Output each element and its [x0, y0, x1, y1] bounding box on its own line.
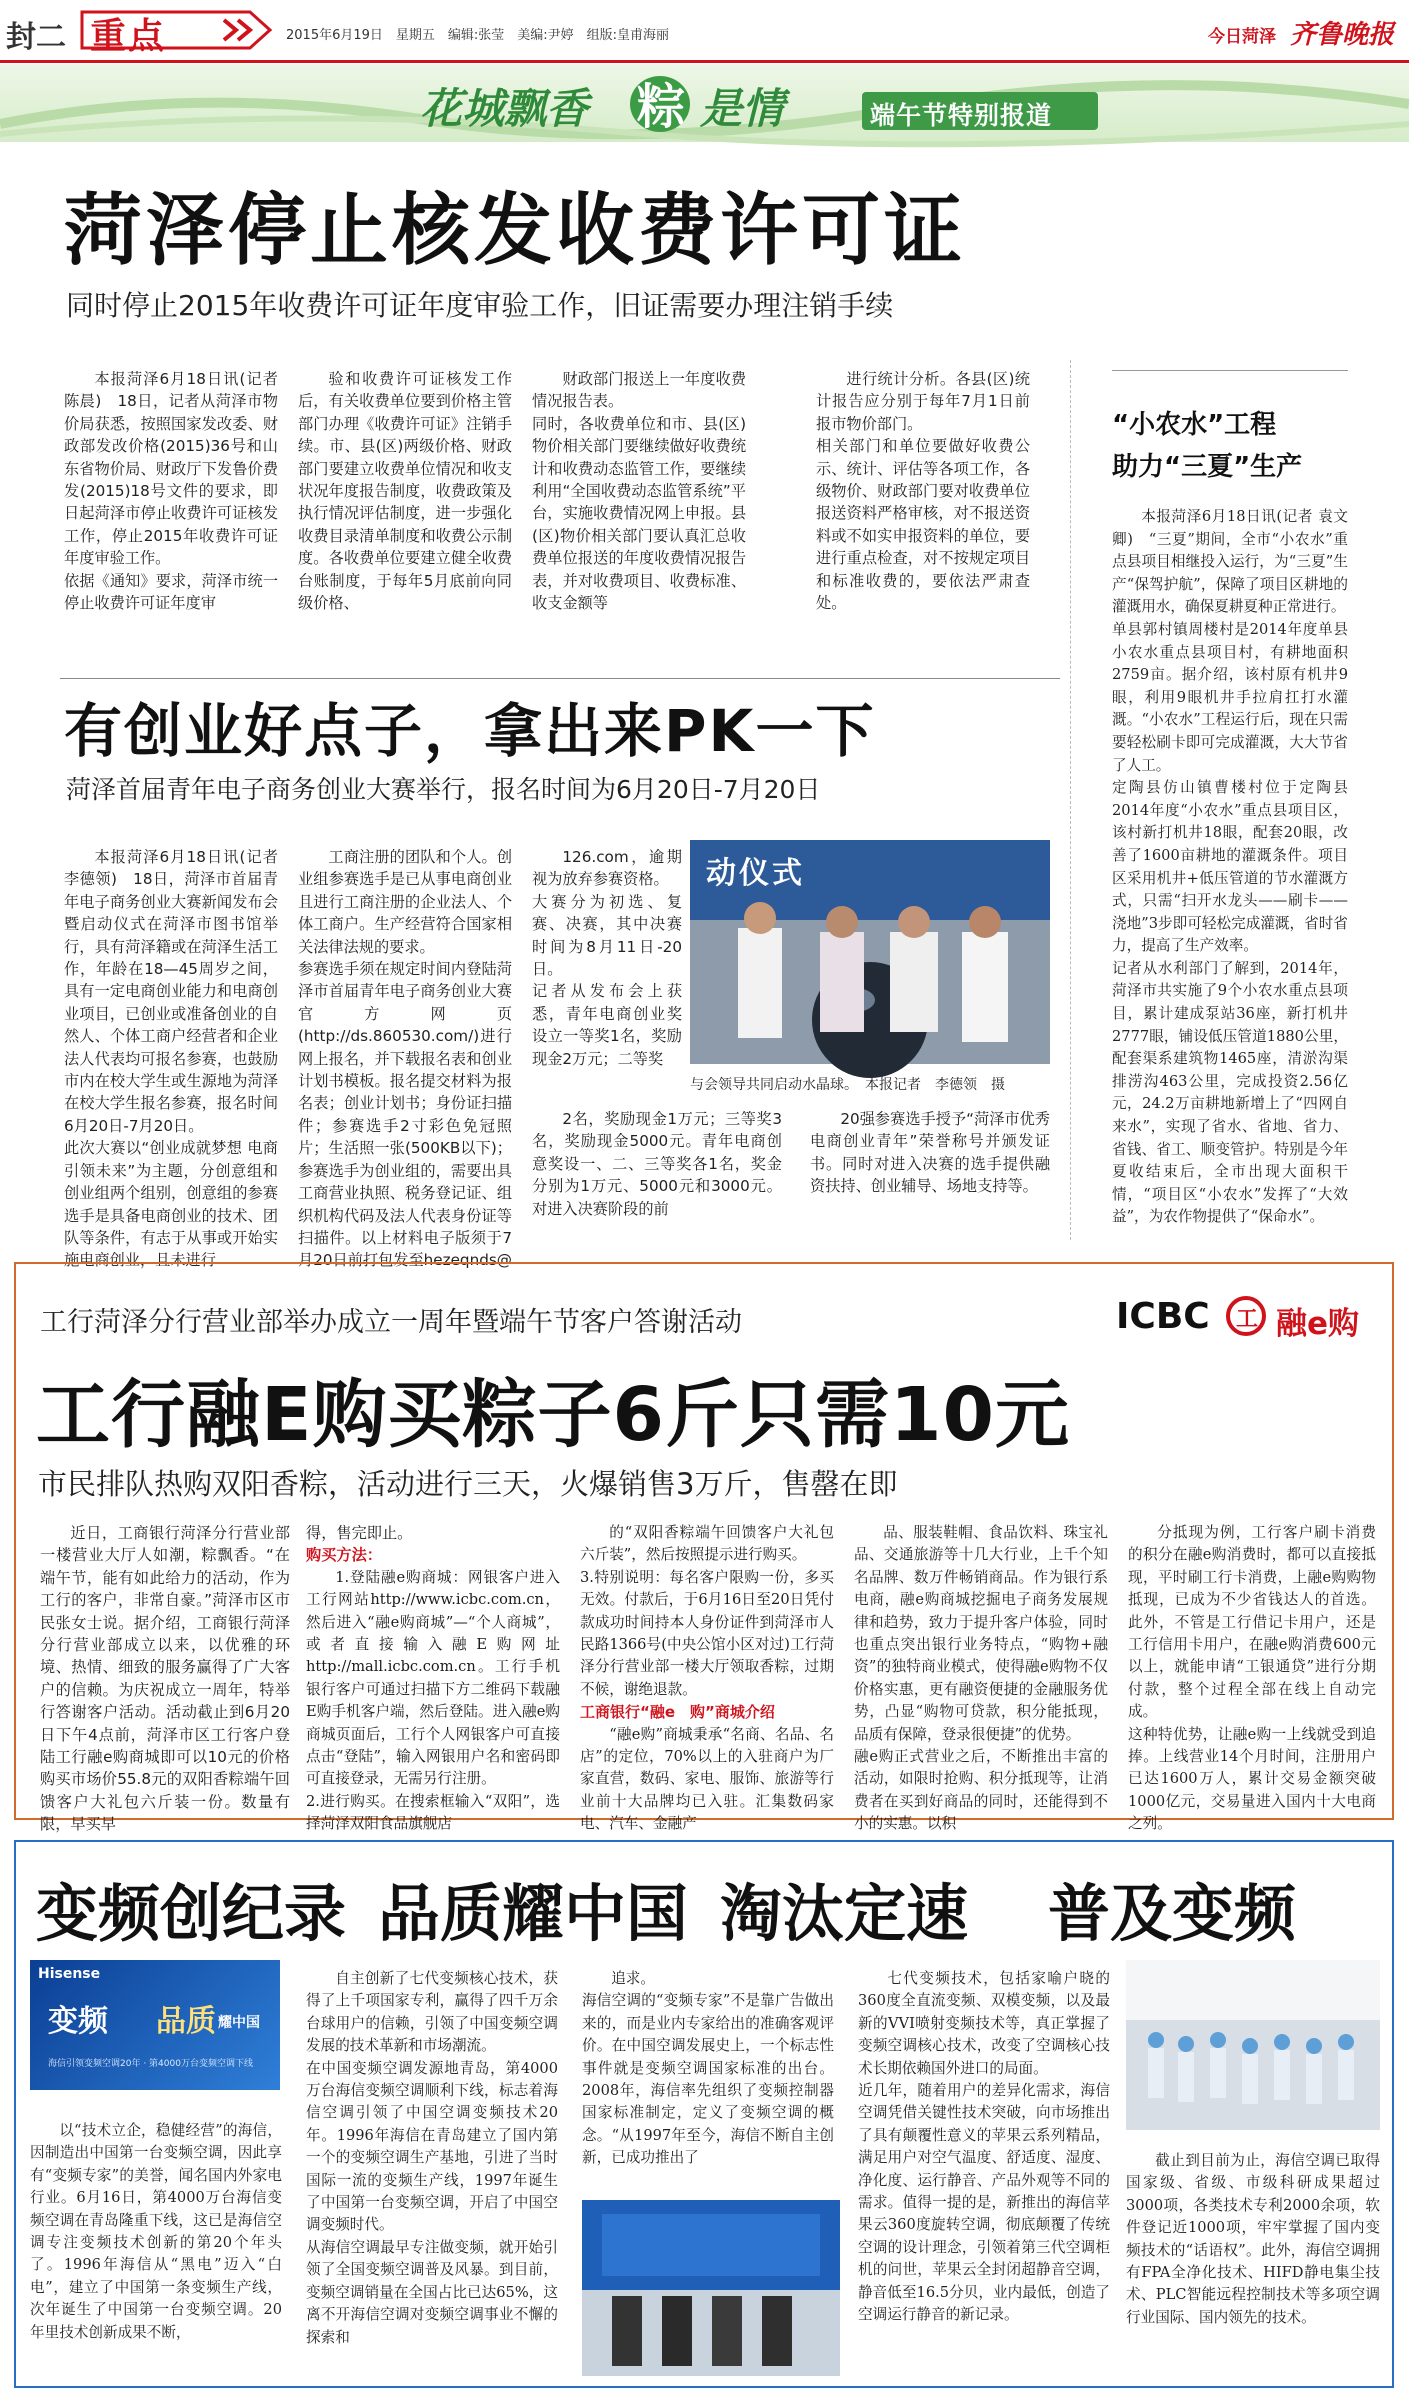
article2-col4b: 20强参赛选手授予“菏泽市优秀电商创业青年”荣誉称号并颁发证书。同时对进入决赛的选手提供融资扶持、创业辅导、场地支持等。	[810, 1110, 1050, 1196]
article2-col3b: 2名，奖励现金1万元；三等奖3名，奖励现金5000元。青年电商创意奖设一、二、三等奖各1名，奖金分别为1万元、5000元和3000元。对进入决赛阶段的前	[532, 1110, 782, 1218]
hisense-col2: 自主创新了七代变频核心技术，获得了上千项国家专利，赢得了四千万余台球用户的信赖，引领了中国变频空调发展的技术革新和市场潮流。 在中国变频空调发源地青岛，第4000万台海信变频空调顺利下线，标志着海信空调引领了中国空调变频技术20年。1996年海信在青岛建立了国内第一个的变频空调生产基地，引进了当时国际一流的变频生产线，1997年诞生了中国第一台变频空调，开启了中国空调变频时代。 从海信空调最早专注做变频，就开始引领了全国变频空调普及风暴。到目前，变频空调销量在全国占比已达65%，这离不开海信空调对变频空调事业不懈的探索和	[306, 1970, 558, 2346]
sidebar-top-rule	[1112, 370, 1348, 371]
article1-headline: 菏泽停止核发收费许可证	[64, 186, 967, 276]
hisense-poster-b: 品质	[156, 2004, 216, 2039]
masthead-brand: 齐鲁晚报	[1290, 20, 1395, 50]
article-divider	[60, 678, 1060, 679]
hisense-col5: 截止到目前为止，海信空调已取得国家级、省级、市级科研成果超过3000项，各类技术专利2000余项，软件登记近1000项，牢牢掌握了国内变频技术的“话语权”。此外，海信空调拥有FPA全净化技术、HIFD静电集尘技术、PLC智能远程控制技术等多项空调行业国际、国内领先的技术。	[1126, 2152, 1380, 2326]
sidebar-headline-1: “小农水”工程	[1112, 410, 1277, 440]
icbc-col1: 近日，工商银行菏泽分行营业部一楼营业大厅人如潮，粽飘香。“在端午节，能有如此给力的活动，作为工行的客户，非常自豪。”菏泽市区市民张女士说。据介绍，工商银行菏泽分行营业部成立以来，以优雅的环境、热情、细致的服务赢得了广大客户的信赖。为庆祝成立一周年，特举行答谢客户活动。活动截止到6月20日下午4点前，菏泽市区工行客户登陆工行融e购商城即可以10元的价格购买市场价55.8元的双阳香粽端午回馈客户大礼包六斤装一份。数量有限，早买早	[40, 1524, 290, 1834]
ceremony-photo	[690, 840, 1050, 1064]
article1-col2: 验和收费许可证核发工作后，有关收费单位要到价格主管部门办理《收费许可证》注销手续。市、县(区)两级价格、财政部门要建立收费单位情况和收支状况年度报告制度，收费政策及执行情况评估制度，进一步强化收费目录清单制度和收费公示制度。各收费单位要建立健全收费台账制度，于每年5月底前向同级价格、	[298, 370, 512, 613]
festival-banner	[0, 64, 1409, 142]
hisense-event-photo	[582, 2200, 840, 2376]
icbc-col2	[306, 1522, 560, 1833]
hisense-headline	[36, 1864, 1376, 1950]
hisense-poster-a: 变频	[48, 2004, 108, 2039]
hisense-event-photo-scene	[582, 2200, 840, 2376]
icbc-col4: 品、服装鞋帽、食品饮料、珠宝礼品、交通旅游等十几大行业，上千个知名品牌、数万件畅销商品。作为银行系电商，融e购商城挖掘电子商务发展规律和趋势，致力于提升客户体验，同时也重点突出银行业务特点，“购物+融资”的独特商业模式，使得融e购物不仅价格实惠，更有融资便捷的金融服务优势，凸显“购物可贷款，积分能抵现，品质有保障，登录很便捷”的优势。 融e购正式营业之后，不断推出丰富的活动，如限时抢购、积分抵现等，让消费者在买到好商品的同时，还能得到不小的实惠。以积	[854, 1524, 1108, 1833]
icbc-col3-body-b: “融e购”商城秉承“名商、名品、名店”的定位，70%以上的入驻商户为厂家直营，数码、家电、服饰、旅游等行业前十大品牌均已入驻。汇集数码家电、汽车、金融产	[580, 1725, 834, 1833]
hisense-col4: 七代变频技术，包括家喻户晓的360度全直流变频、双模变频，以及最新的VVI喷射变频技术等，真正掌握了变频空调核心技术，改变了空调核心技术长期依赖国外进口的局面。 近几年，随着用户的差异化需求，海信空调凭借关键性技术突破，向市场推出了具有颠覆性意义的苹果云系列精品，满足用户对空气温度、舒适度、湿度、净化度、运行静音、产品外观等不同的需求。值得一提的是，新推出的海信苹果云360度旋转空调，彻底颠覆了传统空调的设计理念，引领着第三代空调柜机的问世，苹果云全封闭超静音空调，静音低至16.5分贝，业内最低，创造了空调运行静音的新记录。	[858, 1970, 1110, 2324]
sidebar-body: 本报菏泽6月18日讯(记者 袁文卿) “三夏”期间，全市“小农水”重点县项目相继投入运行，为“三夏”生产“保驾护航”，保障了项目区耕地的灌溉用水，确保夏耕夏种正常进行。 单县郭村镇周楼村是2014年度单县小农水重点县项目村，有耕地面积2759亩。据介绍，该村原有机井9眼，利用9眼机井手拉肩扛打水灌溉。“小农水”工程运行后，现在只需要轻松刷卡即可完成灌溉，大大节省了人工。 定陶县仿山镇曹楼村位于定陶县2014年度“小农水”重点县项目区，该村新打机井18眼，配套20眼，改善了1600亩耕地的灌溉条件。项目区采用机井+低压管道的节水灌溉方式，只需“扫开水龙头——刷卡——浇地”3步即可轻松完成灌溉，省时省力，提高了生产效率。 记者从水利部门了解到，2014年，菏泽市共实施了9个小农水重点县项目，累计建成泵站36座，新打机井2777眼，铺设低压管道1880公里，配套渠系建筑物1465座，清淤沟渠排涝沟463公里，完成投资2.56亿元，24.2万亩耕地新增上了“四网自来水”，实现了省水、省地、省力、省钱、省工、顺变管护。特别是今年夏收结束后，全市出现大面积干情，“项目区“小农水”发挥了“大效益”，为农作物提供了“保命水”。	[1112, 508, 1348, 1226]
header-rule	[0, 60, 1409, 63]
hisense-poster-sub: 海信引领变频空调20年 · 第4000万台变频空调下线	[48, 2059, 253, 2069]
icbc-kicker: 工行菏泽分行营业部举办成立一周年暨端午节客户答谢活动	[40, 1307, 742, 1338]
icbc-logo-brand: 融e购	[1276, 1306, 1360, 1342]
section-label: 重点	[90, 16, 167, 57]
hisense-factory-photo	[1126, 1960, 1380, 2130]
article1-col3: 财政部门报送上一年度收费情况报告表。 同时，各收费单位和市、县(区)物价相关部门要继续做好收费统计和收费动态监管工作，要继续利用“全国收费动态监管系统”平台，实施收费情况网上申报。县(区)物价相关部门要认真汇总收费单位报送的年度收费情况报告表，并对收费项目、收费标准、收支金额等	[532, 370, 746, 613]
icbc-col3-body: 的“双阳香粽端午回馈客户大礼包六斤装”，然后按照提示进行购买。 3.特别说明：每名客户限购一份，多买无效。付款后，于6月16日至20日凭付款成功时间持本人身份证件到菏泽市人民路1366号(中央公馆小区对过)工行菏泽分行营业部一楼大厅领取香粽，过期不候，谢绝退款。	[580, 1524, 834, 1698]
hisense-poster-c: 耀中国	[218, 2015, 260, 2031]
hisense-poster-photo	[30, 1960, 280, 2090]
icbc-col2-body: 1.登陆融e购商城：网银客户进入工行网站http://www.icbc.com.cn，然后进入“融e购商城”—“个人商城”，或者直接输入融E购网址http://mall.icbc.com.cn。工行手机银行客户可通过扫描下方二维码下载融E购手机客户端，然后登陆。进入融e购商城页面后，工行个人网银客户可直接点击“登陆”，输入网银用户名和密码即可直接登录，无需另行注册。 2.进行购买。在搜索框输入“双阳”，选择菏泽双阳食品旗舰店	[306, 1568, 560, 1833]
article2-col1: 本报菏泽6月18日讯(记者 李德领) 18日，菏泽市首届青年电子商务创业大赛新闻发布会暨启动仪式在菏泽市图书馆举行，具有菏泽籍或在菏泽生活工作，年龄在18—45周岁之间，具有一定电商创业能力和电商创业项目，已创业或准备创业的自然人、个体工商户经营者和企业法人代表均可报名参赛，也鼓励市内在校大学生或生源地为菏泽在校大学生报名参赛，报名时间6月20日-7月20日。 此次大赛以“创业成就梦想 电商引领未来”为主题，分创意组和创业组两个组别，创意组的参赛选手是具备电商创业的技术、团队等条件，有志于从事或开始实施电商创业，且未进行	[64, 848, 278, 1270]
page-header	[0, 0, 1409, 60]
icbc-logo-text: ICBC	[1116, 1296, 1210, 1337]
section-tab	[74, 6, 274, 57]
article1-col1: 本报菏泽6月18日讯(记者 陈晨) 18日，记者从菏泽市物价局获悉，按照国家发改委、财政部发改价格(2015)36号和山东省物价局、财政厅下发鲁价费发(2015)18号文件的要求，即日起菏泽市停止收费许可证核发工作，停止2015年收费许可证年度审验工作。 依据《通知》要求，菏泽市统一停止收费许可证年度审	[64, 370, 278, 613]
article2-col3: 126.com，逾期视为放弃参赛资格。 大赛分为初选、复赛、决赛，其中决赛时间为8月11日-20日。 记者从发布会上获悉，青年电商创业奖设立一等奖1名，奖励现金2万元；二等奖	[532, 848, 682, 1068]
masthead-small: 今日菏泽	[1208, 27, 1276, 47]
icbc-col3	[580, 1522, 834, 1833]
photo-caption: 与会领导共同启动水晶球。 本报记者 李德领 摄	[690, 1077, 1005, 1093]
hisense-headline-2: 品质耀中国	[378, 1877, 689, 1950]
hisense-col1: 以“技术立企，稳健经营”的海信，因制造出中国第一台变频空调，因此享有“变频专家”的美誉，闻名国内外家电行业。6月16日，第4000万台海信变频空调在青岛隆重下线，这已是海信空调专注变频技术创新的第20个年头了。1996年海信从“黑电”迈入“白电”，建立了中国第一条变频生产线，次年诞生了中国第一台变频空调。20年里技术创新成果不断，	[30, 2122, 282, 2341]
banner-subtitle: 端午节特别报道	[870, 101, 1053, 130]
icbc-col2-lead: 得，售完即止。	[306, 1524, 413, 1542]
icbc-logo-seal-mark: 工	[1236, 1307, 1259, 1332]
icbc-logo-seal	[1226, 1296, 1266, 1336]
hisense-headline-1: 变频创纪录	[36, 1877, 347, 1950]
page-number: 封二	[6, 20, 66, 55]
icbc-col3-heading: 工商银行“融e 购”商城介绍	[580, 1703, 775, 1722]
hisense-factory-photo-scene	[1126, 1960, 1380, 2130]
photo-backdrop-text: 动仪式	[706, 856, 805, 891]
hisense-headline-4: 普及变频	[1048, 1877, 1297, 1950]
sidebar-headline-2: 助力“三夏”生产	[1112, 452, 1303, 482]
icbc-subhead: 市民排队热购双阳香粽，活动进行三天，火爆销售3万斤，售罄在即	[38, 1467, 898, 1501]
hisense-brand: Hisense	[38, 1966, 101, 1982]
banner-title-1: 花城飘香	[420, 84, 589, 133]
icbc-col2-heading: 购买方法：	[306, 1546, 382, 1565]
article2-col2: 工商注册的团队和个人。创业组参赛选手是已从事电商创业且进行工商注册的企业法人、个体工商户。生产经营符合国家相关法律法规的要求。 参赛选手须在规定时间内登陆菏泽市首届青年电子商务创业大赛官方网页(http://ds.860530.com/)进行网上报名，并下载报名表和创业计划书模板。报名提交材料为报名表；创业计划书；身份证扫描件；参赛选手2寸彩色免冠照片；生活照一张(500KB以下)；参赛选手为创业组的，需要出具工商营业执照、税务登记证、组织机构代码及法人代表身份证等扫描件。以上材料电子版须于7月20日前打包发至hezeqnds@	[298, 848, 512, 1270]
icbc-col5: 分抵现为例，工行客户刷卡消费的积分在融e购消费时，都可以直接抵现，平时刷工行卡消费，上融e购购物抵现，已成为不少省钱达人的首选。此外，不管是工行借记卡用户，还是工行信用卡用户，在融e购消费600元以上，就能申请“工银通贷”进行分期付款，整个过程全部在线上自动完成。 这种特优势，让融e购一上线就受到追捧。上线营业14个月时间，注册用户已达1600万人，累计交易金额突破1000亿元，交易量进入国内十大电商之列。	[1128, 1524, 1376, 1833]
article1-col4: 进行统计分析。各县(区)统计报告应分别于每年7月1日前报市物价部门。 相关部门和单位要做好收费公示、统计、评估等各项工作，各级物价、财政部门要对收费单位报送资料严格审核，对不报送资料或不如实申报资料的单位，要进行重点检查，对不按规定项目和标准收费的，要依法严肃查处。	[816, 370, 1030, 613]
icbc-headline: 工行融E购买粽子6斤只需10元	[36, 1372, 1071, 1458]
article1-subhead: 同时停止2015年收费许可证年度审验工作，旧证需要办理注销手续	[66, 289, 894, 322]
banner-title-2: 是情	[700, 84, 785, 133]
hisense-col3: 追求。 海信空调的“变频专家”不是靠广告做出来的，而是业内专家给出的准确客观评价。在中国空调发展史上，一个标志性事件就是变频空调国家标准的出台。2008年，海信率先组织了变频控制器国家标准制定，定义了变频空调的概念。“从1997年至今，海信不断自主创新，已成功推出了	[582, 1970, 834, 2167]
sidebar-divider	[1070, 360, 1071, 1240]
banner-title-zong: 粽	[637, 79, 686, 135]
article2-subhead: 菏泽首届青年电子商务创业大赛举行，报名时间为6月20日-7月20日	[66, 775, 821, 804]
article2-headline: 有创业好点子，拿出来PK一下	[64, 697, 876, 765]
hisense-headline-3: 淘汰定速	[720, 1877, 969, 1950]
issue-meta: 2015年6月19日 星期五 编辑:张莹 美编:尹婷 组版:皇甫海丽	[286, 28, 670, 43]
